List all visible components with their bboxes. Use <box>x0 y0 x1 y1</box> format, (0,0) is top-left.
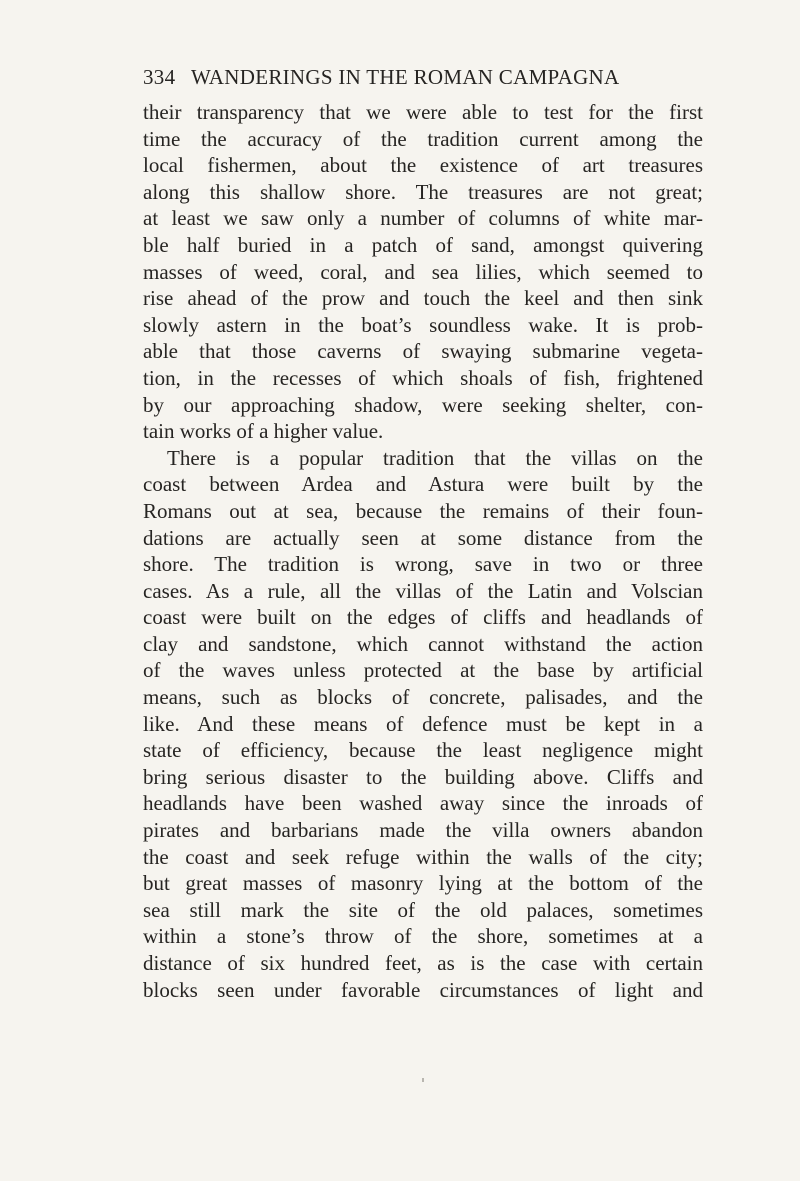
text-line: coast between Ardea and Astura were built by the <box>143 472 703 497</box>
text-line: coast were built on the edges of cliffs and headlands of <box>143 605 703 630</box>
text-line: by our approaching shadow, were seeking shelter, con- <box>143 392 703 417</box>
text-line: bring serious disaster to the building above. Cliffs and <box>143 764 703 789</box>
text-line: shore. The tradition is wrong, save in two or three <box>143 552 703 577</box>
paper-speck <box>422 1078 424 1082</box>
text-line: blocks seen under favorable circumstances of light and <box>143 977 703 1002</box>
text-line: cases. As a rule, all the villas of the Latin and Volscian <box>143 578 703 603</box>
text-line: pirates and barbarians made the villa owners abandon <box>143 818 703 843</box>
text-line: like. And these means of defence must be kept in a <box>143 711 703 736</box>
text-line: masses of weed, coral, and sea lilies, which seemed to <box>143 259 703 284</box>
paragraph-end-line: tain works of a higher value. <box>143 419 384 444</box>
text-line: ble half buried in a patch of sand, amongst quivering <box>143 232 703 257</box>
text-line: their transparency that we were able to test for the first <box>143 100 703 124</box>
text-line: Romans out at sea, because the remains of their foun- <box>143 498 703 523</box>
text-line: local fishermen, about the existence of art treasures <box>143 153 703 178</box>
text-line: along this shallow shore. The treasures are not great; <box>143 179 703 204</box>
text-line: headlands have been washed away since the inroads of <box>143 791 703 816</box>
running-head <box>143 65 703 90</box>
page-number: 334 <box>143 65 176 89</box>
text-line: at least we saw only a number of columns of white mar- <box>143 206 703 231</box>
text-line: state of efficiency, because the least negligence might <box>143 738 703 763</box>
text-line: rise ahead of the prow and touch the keel and then sink <box>143 286 703 311</box>
text-line: time the accuracy of the tradition current among the <box>143 126 703 151</box>
text-line: sea still mark the site of the old palaces, sometimes <box>143 897 703 922</box>
text-line: dations are actually seen at some distance from the <box>143 525 703 550</box>
running-title: WANDERINGS IN THE ROMAN CAMPAGNA <box>191 65 620 89</box>
text-line: means, such as blocks of concrete, palisades, and the <box>143 685 703 710</box>
text-line: tion, in the recesses of which shoals of fish, frightened <box>143 365 703 390</box>
paragraph-start-line: There is a popular tradition that the villas on the <box>167 445 703 470</box>
text-line: within a stone’s throw of the shore, sometimes at a <box>143 924 703 949</box>
text-line: slowly astern in the boat’s soundless wake. It is prob- <box>143 312 703 337</box>
text-line: but great masses of masonry lying at the bottom of the <box>143 871 703 896</box>
text-line: clay and sandstone, which cannot withstand the action <box>143 631 703 656</box>
body-text <box>143 99 703 1003</box>
text-line: of the waves unless protected at the base by artificial <box>143 658 703 683</box>
text-line: able that those caverns of swaying submarine vegeta- <box>143 339 703 364</box>
text-line: distance of six hundred feet, as is the case with certain <box>143 951 703 975</box>
text-line: the coast and seek refuge within the walls of the city; <box>143 844 703 869</box>
